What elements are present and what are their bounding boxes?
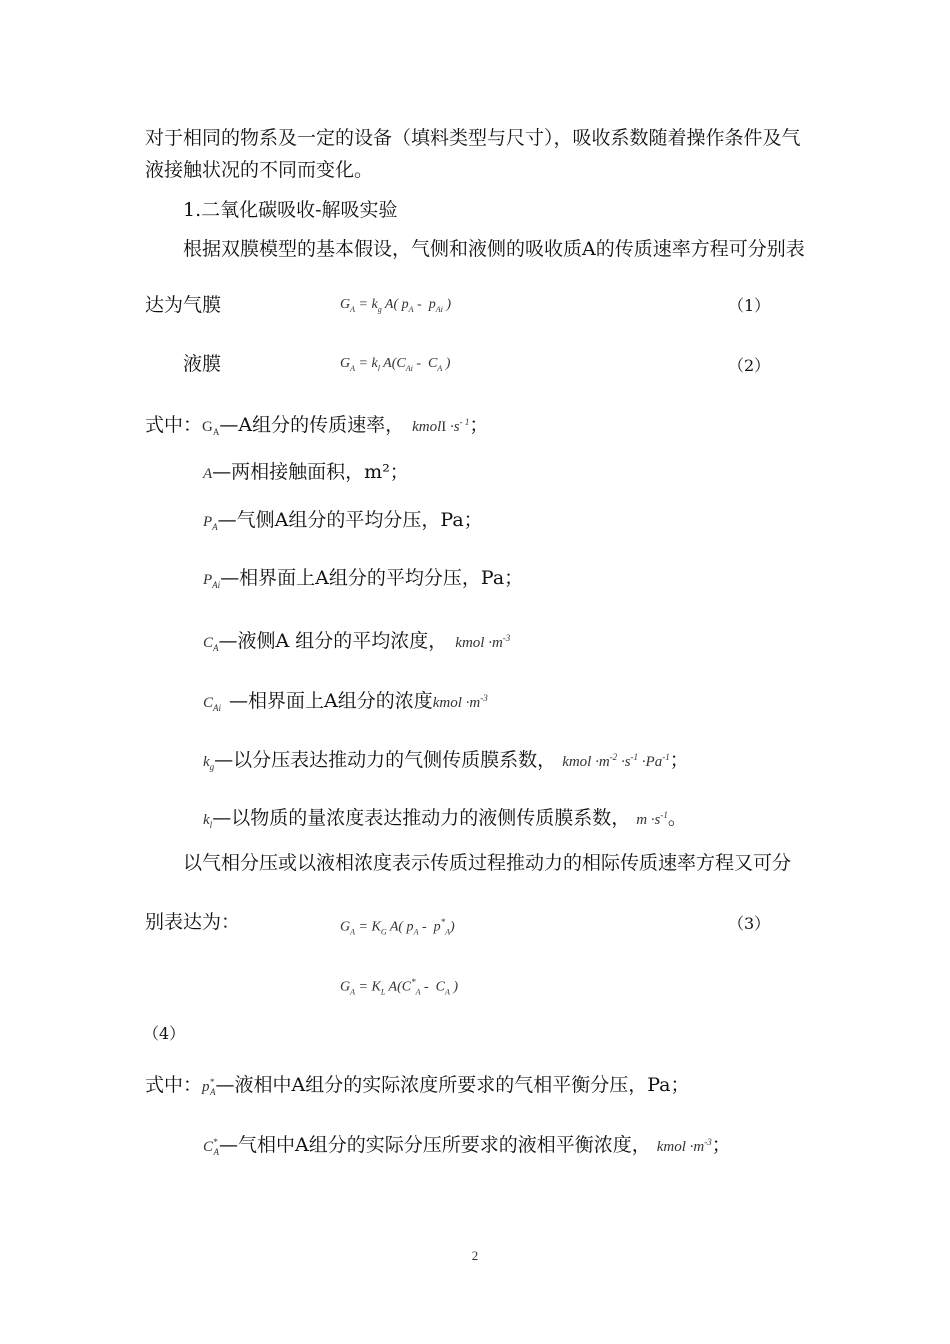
definition-text: —相界面上A组分的浓度 — [229, 690, 433, 712]
paragraph-line: 达为气膜 — [145, 294, 222, 316]
unit-GA: kmolI $\cdot s^{- 1}$ — [412, 417, 470, 435]
equation-4: $G_A = K_L$ $A(C^*_A - C_A$ ) — [340, 977, 459, 997]
section-title: 1.二氧化碳吸收-解吸实验 — [183, 199, 398, 221]
paragraph-line: 根据双膜模型的基本假设，气侧和液侧的吸收质A的传质速率方程可分别表 — [183, 238, 805, 260]
symbol-PA: $P_A$ — [203, 514, 218, 532]
definition-kl — [203, 803, 687, 837]
definition-text: —A组分的传质速率， — [219, 414, 405, 436]
equation-number: （2） — [728, 356, 771, 375]
symbol-pA-star: $p^*_A$ — [202, 1077, 216, 1097]
unit-CAi: kmol $\cdot m^{-3}$ — [432, 693, 488, 711]
definition-text: —液相中A组分的实际浓度所要求的气相平衡分压，Pa； — [215, 1074, 690, 1096]
symbol-GA: $G_A$ — [202, 419, 220, 437]
symbol-kg: $k_g$ — [203, 754, 215, 772]
definition-pA-star — [145, 1070, 690, 1104]
symbol-A: A — [203, 466, 213, 482]
definition-text: —两相接触面积，m²； — [212, 461, 409, 483]
equation-number: （1） — [728, 296, 771, 315]
symbol-CAi: $C_{Ai}$ — [203, 695, 222, 713]
unit-suffix: ； — [469, 414, 489, 436]
paragraph-line: 液接触状况的不同而变化。 — [145, 159, 374, 181]
equation-number: （4） — [143, 1024, 186, 1043]
unit-CA-star: kmol $\cdot m^{-3}$ — [656, 1137, 712, 1155]
equation-1: $G_A = k_g$ A( $p_A - p_{Ai}$ ) — [340, 297, 451, 314]
equation-2: $G_A = k_l$ $A(C_{Ai} - C_A$ ) — [340, 356, 451, 373]
paragraph-line: 液膜 — [183, 353, 222, 375]
definition-PAi — [203, 566, 523, 597]
definition-CA-star — [203, 1130, 731, 1164]
where-label: 式中： — [145, 1074, 203, 1096]
symbol-CA-star: $C^*_A$ — [203, 1137, 220, 1157]
unit-CA: kmol $\cdot m^{-3}$ — [455, 633, 511, 651]
definition-GA — [145, 410, 488, 444]
paragraph-line: 对于相同的物系及一定的设备（填料类型与尺寸），吸收系数随着操作条件及气 — [145, 127, 801, 149]
unit-suffix: ； — [669, 749, 689, 771]
equation-number: （3） — [728, 914, 771, 933]
definition-text: —气侧A组分的平均分压，Pa； — [217, 509, 483, 531]
unit-suffix: ； — [711, 1134, 731, 1156]
paragraph-line: 以气相分压或以液相浓度表示传质过程推动力的相际传质速率方程又可分 — [183, 852, 792, 874]
symbol-kl: $k_l$ — [203, 812, 213, 830]
unit-kg: kmol $\cdot m^{-2} \cdot s^{-1} \cdot Pa^{-1}$ — [562, 752, 670, 770]
equation-3: $G_A = K_G$ A( $p_A - p^*_A$) — [340, 917, 455, 937]
symbol-PAi: $P_{Ai}$ — [203, 572, 221, 590]
definition-CA — [203, 626, 510, 660]
definition-CAi — [203, 686, 488, 720]
symbol-CA: $C_A$ — [203, 635, 219, 653]
definition-text: —以分压表达推动力的气侧传质膜系数， — [214, 749, 557, 771]
definition-text: —相界面上A组分的平均分压，Pa； — [220, 567, 524, 589]
definition-text: —以物质的量浓度表达推动力的液侧传质膜系数， — [212, 807, 631, 829]
paragraph-line: 别表达为： — [145, 911, 241, 933]
where-label: 式中： — [145, 414, 203, 436]
definition-A — [203, 460, 409, 486]
definition-kg — [203, 745, 689, 779]
unit-suffix: 。 — [667, 807, 687, 829]
page-number: 2 — [471, 1248, 479, 1263]
definition-PA — [203, 508, 483, 539]
definition-text: —气相中A组分的实际分压所要求的液相平衡浓度， — [219, 1134, 651, 1156]
definition-text: —液侧A 组分的平均浓度， — [218, 630, 448, 652]
unit-kl: $m \cdot s^{-1}$ — [636, 810, 668, 828]
